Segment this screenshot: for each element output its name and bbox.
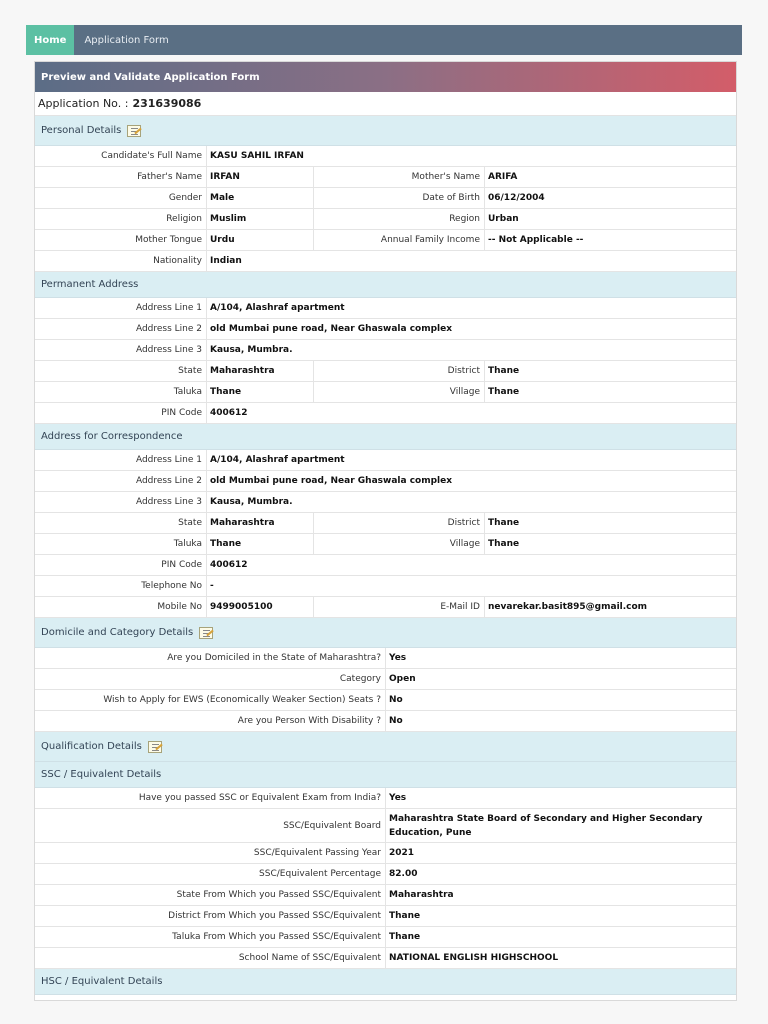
field-label: Address Line 3 [35,340,207,360]
application-number-label: Application No. : [38,97,129,110]
table-row [35,382,736,403]
field-label: State From Which you Passed SSC/Equivalent [35,885,386,905]
field-value: Maharashtra [389,890,454,900]
field-value: No [389,716,403,726]
field-label: Mobile No [35,597,207,617]
field-label: Address Line 2 [35,319,207,339]
field-label: District [314,361,485,381]
field-label: School Name of SSC/Equivalent [35,948,386,968]
field-value: - [210,581,214,591]
table-row [35,340,736,361]
field-label: Category [35,669,386,689]
section-qualification-details [35,732,736,762]
field-value: nevarekar.basit895@gmail.com [488,602,648,612]
table-row [35,948,736,969]
field-value: Thane [207,382,314,402]
panel-title: Preview and Validate Application Form [35,62,736,92]
section-domicile-category [35,618,736,648]
field-label: Date of Birth [314,188,485,208]
table-row [35,492,736,513]
table-row [35,885,736,906]
field-value: Open [389,674,416,684]
table-row [35,251,736,272]
section-title: Permanent Address [41,279,139,290]
section-title: Personal Details [41,125,122,136]
field-value: Thane [488,518,520,528]
field-value: Thane [389,932,421,942]
section-title: Qualification Details [41,741,142,752]
section-ssc-details [35,762,736,788]
field-value: Thane [488,387,520,397]
table-row [35,788,736,809]
field-label: SSC/Equivalent Board [35,809,386,842]
nav-application-form-link[interactable]: Application Form [84,34,169,46]
field-label: Taluka [35,382,207,402]
field-label: Are you Domiciled in the State of Maharashtra? [35,648,386,668]
table-row [35,230,736,251]
field-value: A/104, Alashraf apartment [210,455,345,465]
table-row [35,690,736,711]
table-row [35,209,736,230]
field-value: old Mumbai pune road, Near Ghaswala complex [210,476,453,486]
field-value: Maharashtra State Board of Secondary and Higher Secondary Education, Pune [389,813,703,838]
field-value: old Mumbai pune road, Near Ghaswala complex [210,324,453,334]
section-title: Domicile and Category Details [41,627,194,638]
field-label: SSC/Equivalent Passing Year [35,843,386,863]
field-value: Yes [389,653,407,663]
field-value: Maharashtra [207,361,314,381]
field-label: Taluka From Which you Passed SSC/Equivalent [35,927,386,947]
field-value: 400612 [210,560,248,570]
field-value: Kausa, Mumbra. [210,497,293,507]
edit-icon[interactable] [127,125,141,137]
field-label: Address Line 3 [35,492,207,512]
field-value: 9499005100 [207,597,314,617]
section-hsc-details [35,969,736,995]
table-row [35,927,736,948]
field-value: 2021 [389,848,415,858]
edit-icon[interactable] [148,741,162,753]
field-value: -- Not Applicable -- [488,235,584,245]
table-row [35,864,736,885]
field-label: Region [314,209,485,229]
application-number [35,92,736,116]
field-value: A/104, Alashraf apartment [210,303,345,313]
field-label: District [314,513,485,533]
field-value: 06/12/2004 [488,193,545,203]
table-row [35,513,736,534]
field-label: Mother's Name [314,167,485,187]
section-title: SSC / Equivalent Details [41,769,162,780]
field-label: Gender [35,188,207,208]
field-value: Urdu [207,230,314,250]
field-value: Maharashtra [207,513,314,533]
field-value: Yes [389,793,407,803]
field-label: State [35,513,207,533]
table-row [35,471,736,492]
table-row [35,843,736,864]
field-value: 400612 [210,408,248,418]
section-permanent-address [35,272,736,298]
field-value: Thane [389,911,421,921]
application-preview-panel [34,61,737,1001]
field-label: Annual Family Income [314,230,485,250]
field-value: 82.00 [389,869,418,879]
table-row [35,555,736,576]
field-value: No [389,695,403,705]
field-value: NATIONAL ENGLISH HIGHSCHOOL [389,953,559,963]
field-label: Address Line 1 [35,450,207,470]
table-row [35,167,736,188]
field-value: IRFAN [207,167,314,187]
table-row [35,298,736,319]
field-value: Thane [207,534,314,554]
field-label: Address Line 1 [35,298,207,318]
field-value: Thane [488,539,520,549]
field-value: Thane [488,366,520,376]
field-label: Telephone No [35,576,207,596]
field-label: Are you Person With Disability ? [35,711,386,731]
edit-icon[interactable] [199,627,213,639]
section-correspondence-address [35,424,736,450]
table-row [35,576,736,597]
field-label: PIN Code [35,555,207,575]
nav-home-link[interactable]: Home [26,25,74,55]
field-value: Urban [488,214,519,224]
table-row [35,809,736,843]
field-value: Indian [210,256,242,266]
field-label: Nationality [35,251,207,271]
field-label: Mother Tongue [35,230,207,250]
field-label: Address Line 2 [35,471,207,491]
table-row [35,597,736,618]
table-row [35,403,736,424]
field-value: ARIFA [488,172,518,182]
table-row [35,669,736,690]
field-value: KASU SAHIL IRFAN [210,151,304,161]
field-value: Muslim [207,209,314,229]
table-row [35,906,736,927]
table-row [35,361,736,382]
section-title: Address for Correspondence [41,431,183,442]
field-value: Kausa, Mumbra. [210,345,293,355]
section-personal-details [35,116,736,146]
table-row [35,534,736,555]
field-label: Religion [35,209,207,229]
field-label: Village [314,534,485,554]
table-row [35,146,736,167]
field-label: District From Which you Passed SSC/Equivalent [35,906,386,926]
application-number-value: 231639086 [132,97,202,110]
table-row [35,450,736,471]
table-row [35,711,736,732]
top-nav [26,25,742,55]
field-label: Village [314,382,485,402]
table-row [35,648,736,669]
field-label: Father's Name [35,167,207,187]
table-row [35,319,736,340]
field-label: SSC/Equivalent Percentage [35,864,386,884]
section-title: HSC / Equivalent Details [41,976,163,987]
field-label: State [35,361,207,381]
field-value: Male [207,188,314,208]
field-label: Wish to Apply for EWS (Economically Weaker Section) Seats ? [35,690,386,710]
table-row [35,188,736,209]
field-label: Candidate's Full Name [35,146,207,166]
field-label: PIN Code [35,403,207,423]
field-label: Taluka [35,534,207,554]
field-label: E-Mail ID [314,597,485,617]
field-label: Have you passed SSC or Equivalent Exam from India? [35,788,386,808]
